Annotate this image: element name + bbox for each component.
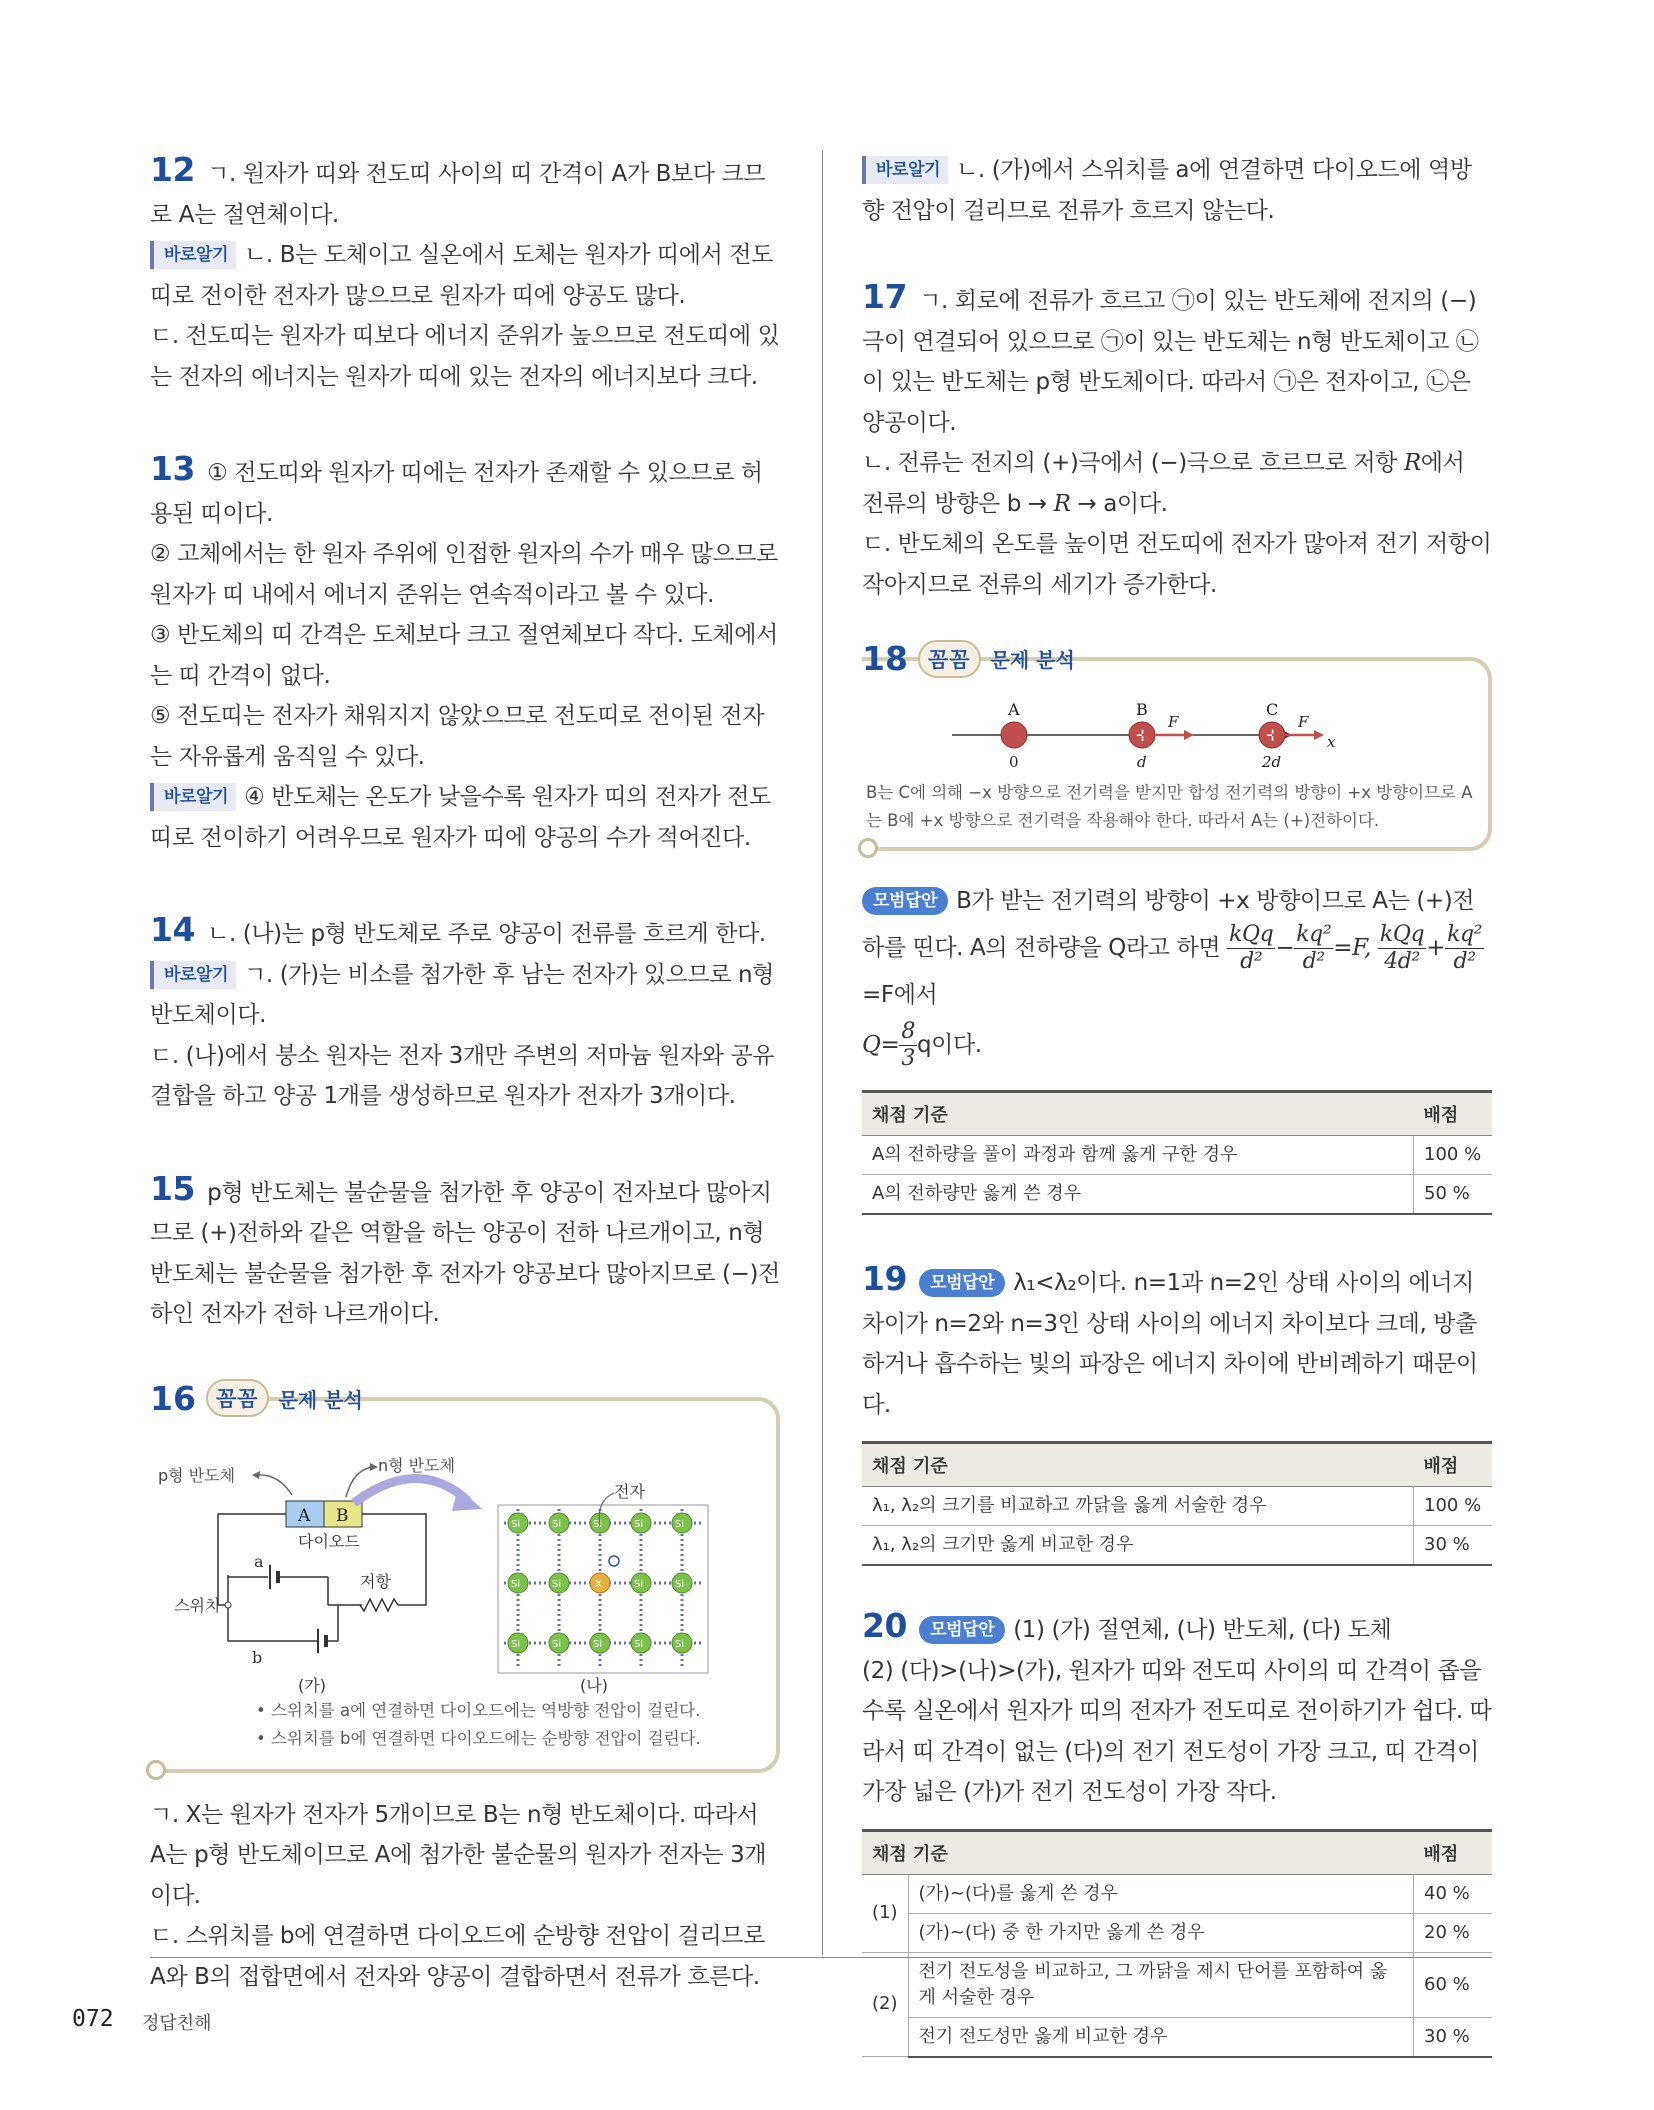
answer-text: (1) (가) 절연체, (나) 반도체, (다) 도체 — [1013, 1617, 1392, 1643]
scoring-table — [862, 1441, 1492, 1566]
table-header: 배점 — [1414, 1092, 1493, 1136]
equation-text: =F에서 — [862, 981, 938, 1008]
fraction: $\frac{\text{kQq}}{\text{d²}}$ — [1229, 921, 1274, 974]
question-number: 20 — [862, 1606, 908, 1645]
answer-text: B가 받는 전기력의 방향이 +x 방향이므로 A는 (+)전하를 띤다. A의 전하량을 Q라고 하면 — [862, 888, 1475, 961]
table-row: A의 전하량을 풀이 과정과 함께 옳게 구한 경우 100 % — [862, 1136, 1492, 1175]
analysis-label: 문제 분석 — [278, 1387, 363, 1412]
correction-tag: 바로알기 — [150, 783, 236, 811]
axis-x-label: x — [1327, 733, 1336, 751]
answer-text: ㄷ. 전도띠는 원자가 띠보다 에너지 준위가 높으므로 전도띠에 있는 전자의 에너지는 원자가 띠에 있는 전자의 에너지보다 크다. — [150, 323, 780, 390]
question-13 — [150, 449, 780, 858]
box-end-marker — [858, 838, 878, 858]
answer-text: 에서 전류의 방향은 b → — [862, 450, 1465, 517]
table-header: 채점 기준 — [862, 1443, 1414, 1487]
si-atom-label: Si — [634, 1518, 644, 1530]
answer-text: ㄱ. 회로에 전류가 흐르고 ㉠이 있는 반도체에 전지의 (−)극이 연결되어 있으므로 ㉠이 있는 반도체는 n형 반도체이고 ㉡이 있는 반도체는 p형 반도체이다. 따라서 ㉠은 전자이고, ㉡은 양공이다. — [862, 288, 1479, 436]
question-14 — [150, 910, 780, 1117]
table-header: 채점 기준 — [862, 1830, 1414, 1874]
curved-arrow-icon — [354, 1478, 468, 1503]
analysis-box — [862, 639, 1492, 851]
si-atom-label: Si — [675, 1638, 685, 1650]
question-16-continued — [862, 150, 1492, 231]
question-15 — [150, 1169, 780, 1335]
footer-rule — [150, 1957, 1492, 1958]
diagram-bullet: • 스위치를 b에 연결하면 다이오드에는 순방향 전압이 걸린다. — [256, 1728, 701, 1748]
table-header: 채점 기준 — [862, 1092, 1414, 1136]
si-atom-label: Si — [593, 1518, 603, 1530]
tick-2d: 2d — [1262, 753, 1282, 771]
question-number: 17 — [862, 277, 908, 316]
switch-b-label: b — [252, 1647, 263, 1667]
scoring-table — [862, 1090, 1492, 1215]
caption-ga: (가) — [298, 1675, 326, 1695]
correction-tag: 바로알기 — [862, 156, 948, 184]
answer-text: ㄱ. 원자가 띠와 전도띠 사이의 띠 간격이 A가 B보다 크므로 A는 절연체이다. — [150, 161, 766, 228]
diode-circuit-diagram — [158, 1445, 728, 1715]
answer-text: q이다. — [916, 1032, 982, 1058]
equation-text: =F, — [1333, 934, 1378, 961]
question-number: 16 — [150, 1378, 196, 1418]
p-arrow-icon — [256, 1474, 292, 1494]
answer-text: ㄴ. (나)는 p형 반도체로 주로 양공이 전류를 흐르게 한다. — [207, 921, 766, 947]
left-column — [150, 150, 780, 2049]
correction-text: ㄱ. (가)는 비소를 첨가한 후 남는 전자가 있으므로 n형 반도체이다. — [150, 961, 774, 1028]
si-atom-label: Si — [634, 1638, 644, 1650]
table-header: 배점 — [1414, 1830, 1493, 1874]
caption-na: (나) — [580, 1675, 608, 1695]
answer-text: ① 전도띠와 원자가 띠에는 전자가 존재할 수 있으므로 허용된 띠이다. — [150, 460, 763, 527]
switch-label: 스위치 — [174, 1595, 221, 1615]
switch-a-label: a — [254, 1551, 264, 1571]
page-number: 072 — [72, 2006, 114, 2032]
impurity-atom-label: X — [595, 1578, 602, 1590]
analysis-box — [150, 1378, 780, 1773]
tick-d: d — [1137, 753, 1147, 771]
answer-text: ㄷ. 반도체의 온도를 높이면 전도띠에 전자가 많아져 전기 저항이 작아지므로 전류의 세기가 증가한다. — [862, 531, 1492, 598]
si-atom-label: Si — [634, 1578, 644, 1590]
kkomkkom-badge: 꼼꼼 — [918, 640, 981, 678]
si-atom-label: Si — [675, 1518, 685, 1530]
kkomkkom-badge: 꼼꼼 — [206, 1379, 269, 1417]
table-row: λ₁, λ₂의 크기를 비교하고 까닭을 옳게 서술한 경우 100 % — [862, 1487, 1492, 1526]
operator: + — [1426, 934, 1446, 961]
resistor-icon — [360, 1599, 398, 1611]
question-16 — [150, 1378, 780, 1998]
fraction: $\frac{\text{kQq}}{\text{4d²}}$ — [1379, 921, 1425, 974]
correction-tag: 바로알기 — [150, 961, 236, 989]
free-electron — [609, 1556, 619, 1566]
p-type-label: p형 반도체 — [158, 1465, 236, 1485]
answer-text: ㄴ. 전류는 전지의 (+)극에서 (−)극으로 흐르므로 저항 — [862, 450, 1404, 476]
answer-text: (2) (다)>(나)>(가), 원자가 띠와 전도띠 사이의 띠 간격이 좁을수록 실온에서 원자가 띠의 전자가 전도띠로 전이하기가 쉽다. 따라서 띠 간격이 없는 (다)의 전기 전도성이 가장 크고, 띠 간격이 가장 넓은 (가)가 전기 전도성이 가장 작다. — [862, 1657, 1492, 1805]
answer-text: ㄷ. 스위치를 b에 연결하면 다이오드에 순방향 전압이 걸리므로 A와 B의 접합면에서 전자와 양공이 결합하면서 전류가 흐른다. — [150, 1923, 765, 1990]
table-row: A의 전하량만 옳게 쓴 경우 50 % — [862, 1175, 1492, 1215]
model-answer-badge: 모범답안 — [919, 1616, 1005, 1644]
table-row: λ₁, λ₂의 크기만 옳게 비교한 경우 30 % — [862, 1526, 1492, 1566]
electron-label: 전자 — [614, 1481, 645, 1501]
label-a: A — [1008, 700, 1020, 719]
resistance-symbol: R — [1053, 490, 1071, 517]
si-atom-label: Si — [552, 1638, 562, 1650]
plus-sign: + — [1135, 725, 1151, 746]
tick-0: 0 — [1009, 753, 1019, 771]
table-row: (가)~(다) 중 한 가지만 옳게 쓴 경우 20 % — [862, 1913, 1492, 1952]
question-18 — [862, 639, 1492, 1215]
si-atom-label: Si — [552, 1518, 562, 1530]
correction-tag: 바로알기 — [150, 241, 236, 269]
question-19 — [862, 1259, 1492, 1566]
operator: − — [1275, 934, 1295, 961]
question-number: 14 — [150, 910, 196, 949]
question-number: 18 — [862, 639, 908, 678]
footer-title: 정답친해 — [142, 2013, 212, 2034]
equation-text: Q= — [862, 1032, 900, 1058]
answer-text: ⑤ 전도띠는 전자가 채워지지 않았으므로 전도띠로 전이된 전자는 자유롭게 움직일 수 있다. — [150, 703, 765, 770]
answer-text: λ₁<λ₂이다. n=1과 n=2인 상태 사이의 에너지 차이가 n=2와 n=3인 상태 사이의 에너지 차이보다 크데, 방출하거나 흡수하는 빛의 파장은 에너지 차이에 반비례하기 때문이다. — [862, 1270, 1478, 1418]
fraction: $\frac{\text{kq²}}{\text{d²}}$ — [1447, 921, 1483, 974]
question-number: 13 — [150, 449, 196, 488]
column-divider — [822, 150, 823, 1955]
box-end-marker — [146, 1760, 166, 1780]
table-row: (2) 전기 전도성을 비교하고, 그 까닭을 제시 단어를 포함하여 옳게 서술한 경우 60 % — [862, 1952, 1492, 2017]
resistance-symbol: R — [1403, 450, 1421, 476]
model-answer-badge: 모범답안 — [862, 887, 948, 915]
force-label: F — [1298, 713, 1309, 731]
answer-text: ㄱ. X는 원자가 전자가 5개이므로 B는 n형 반도체이다. 따라서 A는 p형 반도체이므로 A에 첨가한 불순물의 원자가 전자는 3개이다. — [150, 1801, 767, 1909]
label-c: C — [1266, 700, 1279, 719]
force-label: F — [1168, 713, 1179, 731]
correction-text: ㄴ. B는 도체이고 실온에서 도체는 원자가 띠에서 전도띠로 전이한 전자가 많으므로 원자가 띠에 양공도 많다. — [150, 242, 773, 309]
answer-text: → a이다. — [1070, 490, 1168, 517]
charge-line-diagram — [922, 695, 1482, 775]
si-atom-label: Si — [552, 1578, 562, 1590]
fraction: $\frac{\text{kq²}}{\text{d²}}$ — [1296, 921, 1332, 974]
si-atom-label: Si — [511, 1638, 521, 1650]
model-answer-badge: 모범답안 — [919, 1269, 1005, 1297]
label-b: B — [1136, 700, 1148, 719]
diode-b-text: B — [336, 1505, 349, 1526]
analysis-note: B는 C에 의해 −x 방향으로 전기력을 받지만 합성 전기력의 방향이 +x 방향이므로 A는 B에 +x 방향으로 전기력을 작용해야 한다. 따라서 A는 (+)전하이다. — [866, 783, 1473, 830]
si-atom-label: Si — [511, 1518, 521, 1530]
fraction: $\frac{8}{3}$ — [901, 1019, 915, 1071]
question-17 — [862, 277, 1492, 605]
correction-text: ㄴ. (가)에서 스위치를 a에 연결하면 다이오드에 역방향 전압이 걸리므로 전류가 흐르지 않는다. — [862, 157, 1472, 224]
question-number: 15 — [150, 1168, 196, 1208]
correction-text: ④ 반도체는 온도가 낮을수록 원자가 띠의 전자가 전도띠로 전이하기 어려우므로 원자가 띠에 양공의 수가 적어진다. — [150, 784, 771, 851]
question-20 — [862, 1606, 1492, 2058]
answer-text: p형 반도체는 불순물을 첨가한 후 양공이 전자보다 많아지므로 (+)전하와 같은 역할을 하는 양공이 전하 나르개이고, n형 반도체는 불순물을 첨가한 후 전자가 양공보다 많아지므로 (−)전하인 전자가 전하 나르개이다. — [150, 1179, 780, 1327]
diode-a-text: A — [298, 1505, 311, 1526]
analysis-header — [150, 1379, 363, 1418]
si-atom-label: Si — [511, 1578, 521, 1590]
right-column — [862, 150, 1492, 2110]
question-12 — [150, 150, 780, 397]
analysis-header — [862, 639, 1075, 678]
resistor-label: 저항 — [360, 1571, 391, 1591]
diode-label: 다이오드 — [298, 1531, 360, 1551]
answer-text: ② 고체에서는 한 원자 주위에 인접한 원자의 수가 매우 많으므로 원자가 띠 내에서 에너지 준위는 연속적이라고 볼 수 있다. — [150, 541, 778, 608]
table-row: 전기 전도성만 옳게 비교한 경우 30 % — [862, 2017, 1492, 2057]
n-type-label: n형 반도체 — [378, 1455, 456, 1475]
plus-sign: + — [1265, 725, 1281, 746]
question-number: 12 — [150, 150, 196, 189]
analysis-label: 문제 분석 — [990, 648, 1075, 672]
table-header: 배점 — [1414, 1443, 1493, 1487]
table-row: (1) (가)~(다)를 옳게 쓴 경우 40 % — [862, 1874, 1492, 1913]
question-number: 19 — [862, 1259, 908, 1298]
answer-text: ③ 반도체의 띠 간격은 도체보다 크고 절연체보다 작다. 도체에서는 띠 간격이 없다. — [150, 622, 778, 689]
scoring-table — [862, 1829, 1492, 2058]
charge-a — [1001, 722, 1027, 748]
si-atom-label: Si — [675, 1578, 685, 1590]
diagram-bullet: • 스위치를 a에 연결하면 다이오드에는 역방향 전압이 걸린다. — [256, 1700, 701, 1720]
si-atom-label: Si — [593, 1638, 603, 1650]
answer-text: ㄷ. (나)에서 붕소 원자는 전자 3개만 주변의 저마늄 원자와 공유 결합을 하고 양공 1개를 생성하므로 원자가 전자가 3개이다. — [150, 1042, 775, 1109]
